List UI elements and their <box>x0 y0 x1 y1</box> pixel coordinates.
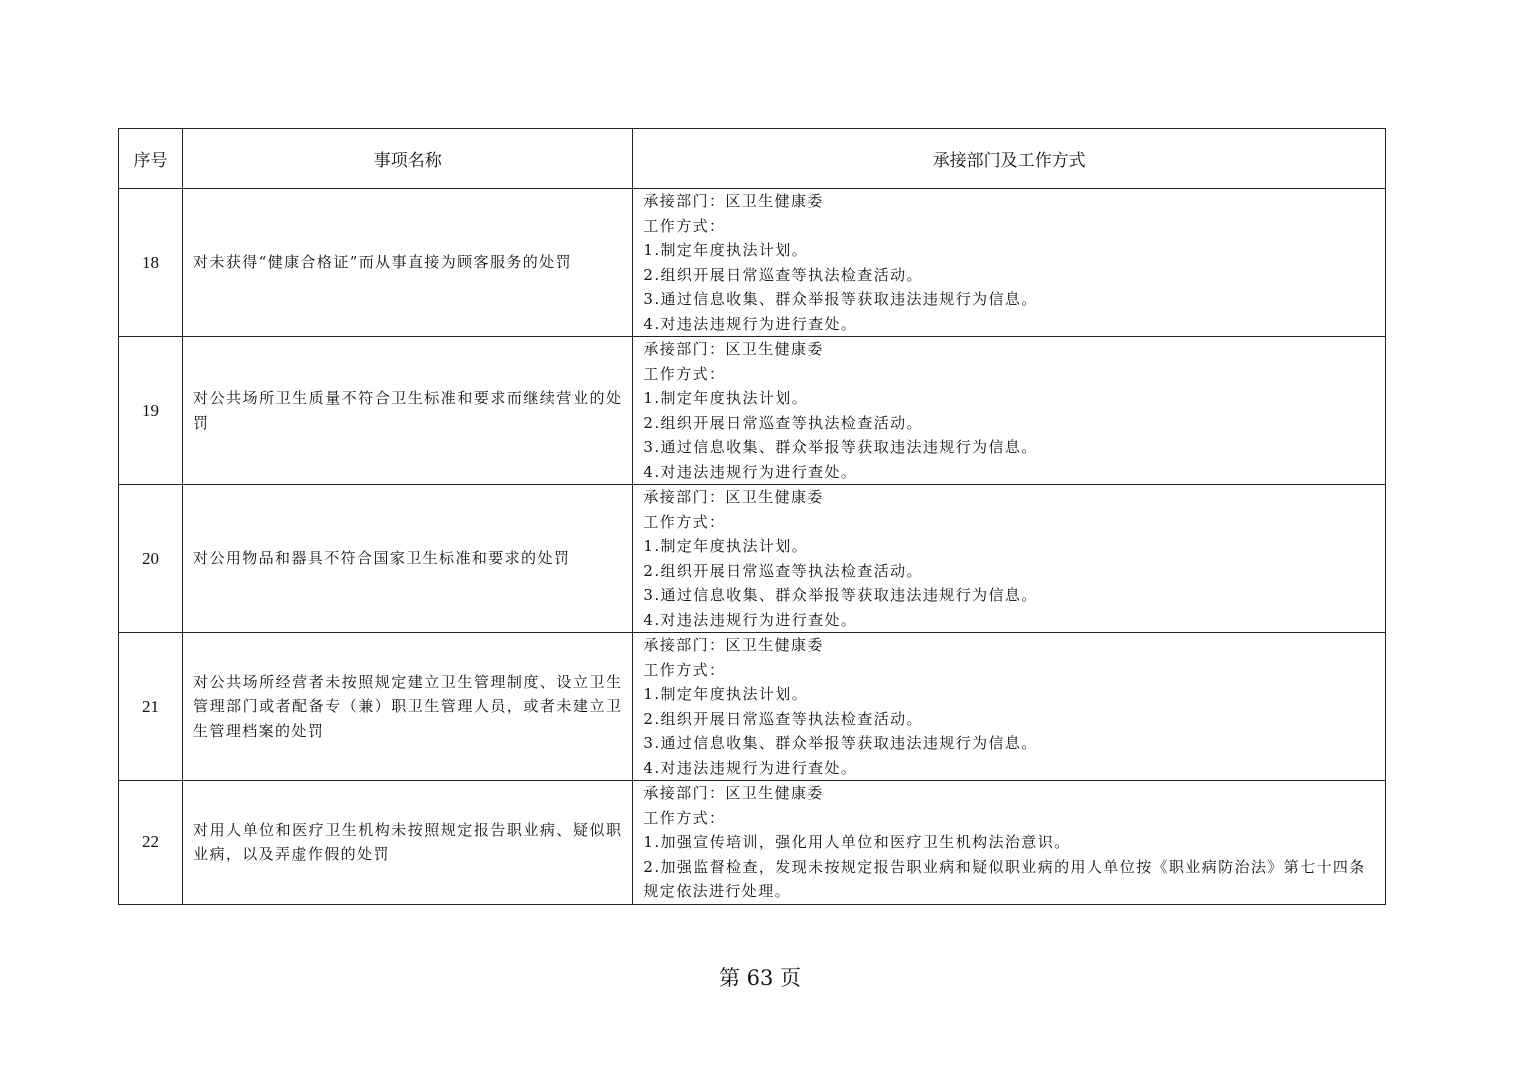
method-step: 2.组织开展日常巡查等执法检查活动。 <box>643 561 923 580</box>
dept-and-method <box>633 189 1386 337</box>
method-step: 3.通过信息收集、群众举报等获取违法违规行为信息。 <box>643 734 1038 752</box>
method-step: 2.组织开展日常巡查等执法检查活动。 <box>643 413 923 432</box>
method-step: 1.制定年度执法计划。 <box>643 389 809 407</box>
item-name: 对未获得“健康合格证”而从事直接为顾客服务的处罚 <box>183 189 633 337</box>
dept-line: 承接部门：区卫生健康委 <box>643 340 824 358</box>
row-number: 20 <box>119 485 183 633</box>
row-number: 18 <box>119 189 183 337</box>
dept-and-method <box>633 337 1386 485</box>
dept-line: 承接部门：区卫生健康委 <box>643 192 824 210</box>
dept-and-method <box>633 633 1386 781</box>
method-step: 1.加强宣传培训，强化用人单位和医疗卫生机构法治意识。 <box>643 833 1071 851</box>
method-step: 3.通过信息收集、群众举报等获取违法违规行为信息。 <box>643 438 1038 456</box>
row-number: 19 <box>119 337 183 485</box>
table-row <box>119 485 1386 633</box>
method-label: 工作方式： <box>643 808 726 827</box>
method-step: 3.通过信息收集、群众举报等获取违法违规行为信息。 <box>643 586 1038 604</box>
dept-line: 承接部门：区卫生健康委 <box>643 636 824 654</box>
item-name: 对用人单位和医疗卫生机构未按照规定报告职业病、疑似职业病，以及弄虚作假的处罚 <box>183 781 633 905</box>
dept-line: 承接部门：区卫生健康委 <box>643 784 824 802</box>
method-step: 1.制定年度执法计划。 <box>643 241 809 259</box>
table-row <box>119 633 1386 781</box>
table-header-row <box>119 129 1386 189</box>
header-dept: 承接部门及工作方式 <box>633 129 1386 189</box>
item-name: 对公共场所经营者未按照规定建立卫生管理制度、设立卫生管理部门或者配备专（兼）职卫生管理人员，或者未建立卫生管理档案的处罚 <box>183 633 633 781</box>
method-label: 工作方式： <box>643 512 726 531</box>
dept-line: 承接部门：区卫生健康委 <box>643 488 824 506</box>
method-step: 4.对违法违规行为进行查处。 <box>643 758 858 777</box>
method-step: 1.制定年度执法计划。 <box>643 537 809 555</box>
method-step: 2.组织开展日常巡查等执法检查活动。 <box>643 709 923 728</box>
items-table <box>118 128 1386 905</box>
method-step: 4.对违法违规行为进行查处。 <box>643 462 858 481</box>
method-step: 4.对违法违规行为进行查处。 <box>643 610 858 629</box>
method-step: 1.制定年度执法计划。 <box>643 685 809 703</box>
item-name: 对公用物品和器具不符合国家卫生标准和要求的处罚 <box>183 485 633 633</box>
method-label: 工作方式： <box>643 364 726 383</box>
method-step: 4.对违法违规行为进行查处。 <box>643 314 858 333</box>
method-label: 工作方式： <box>643 660 726 679</box>
header-name: 事项名称 <box>183 129 633 189</box>
page-number: 第 63 页 <box>718 966 802 990</box>
row-number: 21 <box>119 633 183 781</box>
dept-and-method <box>633 485 1386 633</box>
table-row <box>119 337 1386 485</box>
dept-and-method <box>633 781 1386 905</box>
method-step: 3.通过信息收集、群众举报等获取违法违规行为信息。 <box>643 290 1038 308</box>
item-name: 对公共场所卫生质量不符合卫生标准和要求而继续营业的处罚 <box>183 337 633 485</box>
row-number: 22 <box>119 781 183 905</box>
method-step: 2.加强监督检查，发现未按规定报告职业病和疑似职业病的用人单位按《职业病防治法》第七十四条规定依法进行处理。 <box>643 857 1366 900</box>
table-row <box>119 781 1386 905</box>
method-label: 工作方式： <box>643 216 726 235</box>
header-num: 序号 <box>119 129 183 189</box>
method-step: 2.组织开展日常巡查等执法检查活动。 <box>643 265 923 284</box>
table-row <box>119 189 1386 337</box>
